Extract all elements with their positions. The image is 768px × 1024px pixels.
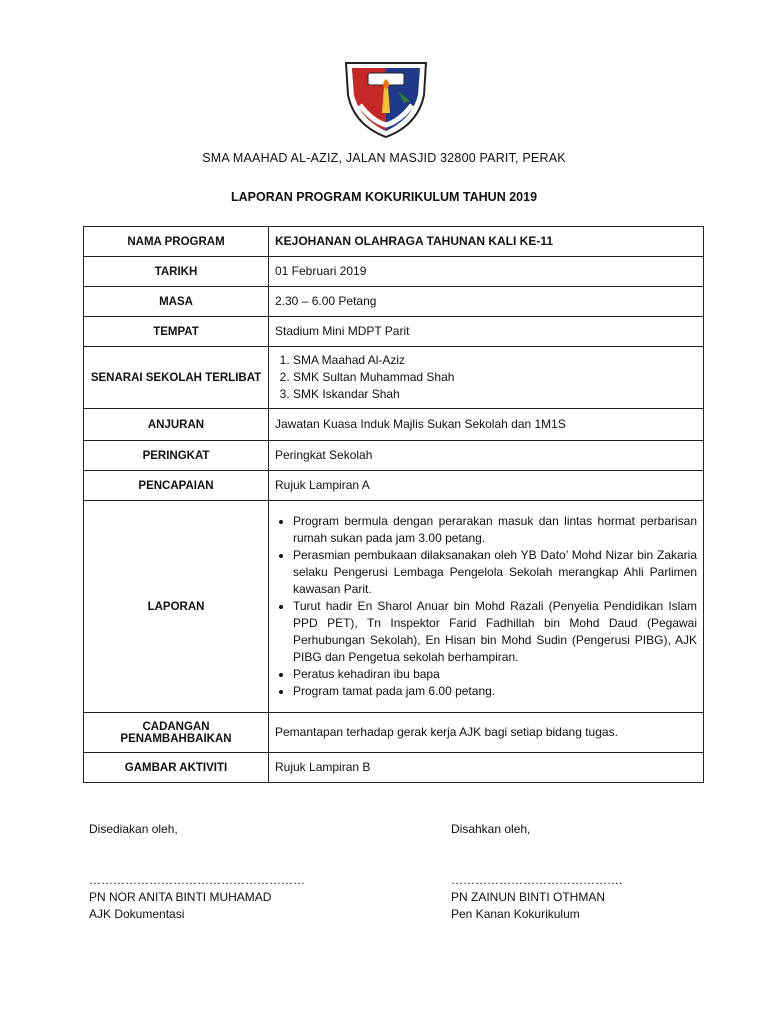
row-tempat [84, 317, 704, 347]
list-item: 1. SMA Maahad Al-Aziz [293, 352, 697, 369]
row-senarai-sekolah [84, 347, 704, 409]
row-laporan [84, 501, 704, 713]
label-senarai-sekolah: SENARAI SEKOLAH TERLIBAT [84, 347, 269, 409]
row-gambar-aktiviti [84, 753, 704, 783]
report-title: LAPORAN PROGRAM KOKURIKULUM TAHUN 2019 [230, 190, 538, 204]
list-item: • Program tamat pada jam 6.00 petang. [293, 683, 697, 700]
row-nama-program [84, 227, 704, 257]
row-tarikh [84, 257, 704, 287]
school-crest-logo [338, 55, 434, 139]
label-peringkat: PERINGKAT [84, 441, 269, 471]
list-item: • Peratus kehadiran ibu bapa [293, 666, 697, 683]
value-cadangan: Pemantapan terhadap gerak kerja AJK bagi setiap bidang tugas. [269, 713, 704, 753]
value-senarai-sekolah [269, 347, 704, 409]
value-peringkat: Peringkat Sekolah [269, 441, 704, 471]
prepared-by-name: PN NOR ANITA BINTI MUHAMAD [89, 890, 272, 904]
approved-by-signature-line: ……………………………………. [451, 873, 623, 887]
value-gambar-aktiviti: Rujuk Lampiran B [269, 753, 704, 783]
label-tempat: TEMPAT [84, 317, 269, 347]
value-tarikh: 01 Februari 2019 [269, 257, 704, 287]
label-laporan: LAPORAN [84, 501, 269, 713]
report-table [83, 226, 704, 783]
approved-by-name: PN ZAINUN BINTI OTHMAN [451, 890, 606, 904]
row-anjuran [84, 409, 704, 441]
label-tarikh: TARIKH [84, 257, 269, 287]
prepared-by-role: AJK Dokumentasi [89, 907, 185, 921]
list-item: • Turut hadir En Sharol Anuar bin Mohd Razali (Penyelia Pendidikan Islam PPD PET), Tn Inspektor Farid Fadhillah bin Mohd Daud (Pegawai Perhubungan Sekolah), En Hisan bin Mohd Sudin (Pengerusi PIBG), AJK PIBG dan Pengetua sekolah berhampiran. [293, 598, 697, 666]
value-laporan [269, 501, 704, 713]
list-item: • Perasmian pembukaan dilaksanakan oleh YB Dato’ Mohd Nizar bin Zakaria selaku Pengerusi Lembaga Pengelola Sekolah merangkap Ahli Parlimen kawasan Parit. [293, 547, 697, 598]
report-points [275, 513, 697, 700]
value-nama-program: KEJOHANAN OLAHRAGA TAHUNAN KALI KE-11 [269, 227, 704, 257]
school-list [275, 352, 697, 403]
approved-by-heading: Disahkan oleh, [451, 822, 531, 836]
value-anjuran: Jawatan Kuasa Induk Majlis Sukan Sekolah dan 1M1S [269, 409, 704, 441]
list-item: • Program bermula dengan perarakan masuk dan lintas hormat perbarisan rumah sukan pada jam 3.00 petang. [293, 513, 697, 547]
prepared-by-heading: Disediakan oleh, [89, 822, 178, 836]
row-cadangan [84, 713, 704, 753]
value-masa: 2.30 – 6.00 Petang [269, 287, 704, 317]
row-pencapaian [84, 471, 704, 501]
approved-by-role: Pen Kanan Kokurikulum [451, 907, 580, 921]
label-gambar-aktiviti: GAMBAR AKTIVITI [84, 753, 269, 783]
value-tempat: Stadium Mini MDPT Parit [269, 317, 704, 347]
row-masa [84, 287, 704, 317]
school-address: SMA MAAHAD AL-AZIZ, JALAN MASJID 32800 PARIT, PERAK [202, 151, 566, 165]
label-pencapaian: PENCAPAIAN [84, 471, 269, 501]
value-pencapaian: Rujuk Lampiran A [269, 471, 704, 501]
list-item: 2. SMK Sultan Muhammad Shah [293, 369, 697, 386]
label-masa: MASA [84, 287, 269, 317]
prepared-by-signature-line: ……………………………………………… [89, 873, 305, 887]
list-item: 3. SMK Iskandar Shah [293, 386, 697, 403]
label-nama-program: NAMA PROGRAM [84, 227, 269, 257]
label-anjuran: ANJURAN [84, 409, 269, 441]
row-peringkat [84, 441, 704, 471]
label-cadangan: CADANGAN PENAMBAHBAIKAN [84, 713, 269, 753]
